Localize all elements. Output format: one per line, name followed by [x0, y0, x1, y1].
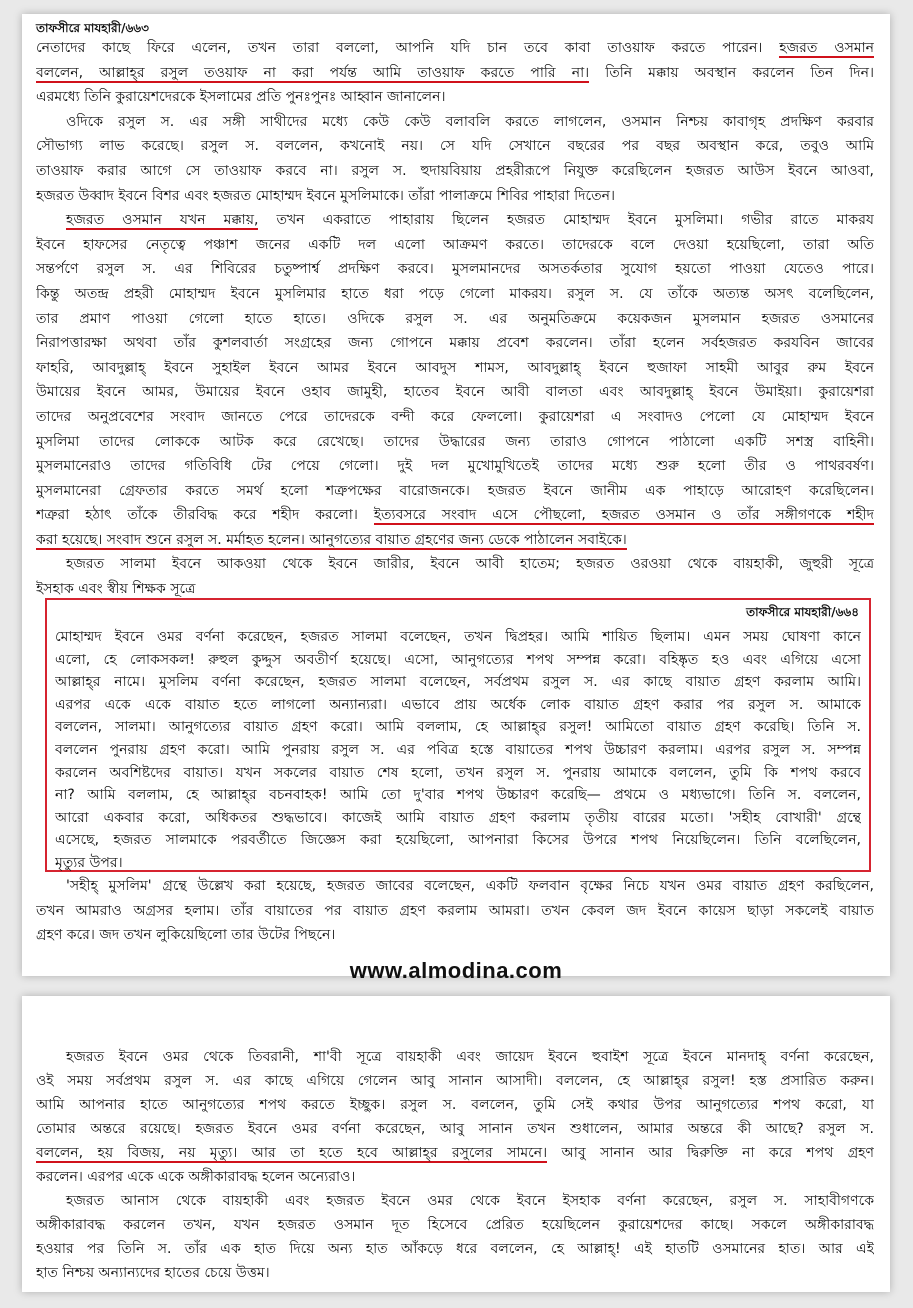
text-line: [36, 405, 874, 430]
text-segment: হজরত ইবনে ওমর থেকে তিবরানী, শা'বী সূত্রে বায়হাকী এবং জায়েদ ইবনে হুবাইশ সূত্রে ইবনে মানদাহ্‌ বর্ণনা করেছেন,: [66, 1049, 874, 1065]
text-segment: হওয়ার পর তিনি স. তাঁর এক হাত দিয়ে অন্য হাত আঁকড়ে ধরে বললেন, হে আল্লাহ্‌! এই হাতটি ওসমানের হাত। আর এই: [36, 1241, 874, 1257]
text-line: [36, 282, 874, 307]
text-line: [55, 626, 861, 649]
text-line: [36, 85, 874, 110]
text-segment: তাদের অনুপ্রবেশের সংবাদ জানতে পেরে তাদেরকে বন্দী করে ফেললো। কুরায়েশরা এ সংবাদও পেলো যে মোহাম্মদ ইবনে: [36, 408, 874, 425]
box-page-header: তাফসীরে মাযহারী/৬৬৪: [746, 605, 859, 619]
text-segment: এসেছে, হজরত সালমাকে পরবর্তীতে জিজ্ঞেস করা হয়েছিলো, আপনারা কিসের উপরে শপথ নিয়েছিলেন। তিনি বলেছিলেন,: [55, 832, 861, 849]
text-block-main: [36, 36, 874, 602]
text-segment: ইবনে হাফসের নেতৃত্বে পঞ্চাশ জনের একটি দল এলো আক্রমণ করতে। তাদেরকে বলে দেওয়া হয়েছিলো, তারা অতি: [36, 236, 874, 253]
text-segment: হজরত উব্বাদ ইবনে বিশর এবং হজরত মোহাম্মদ ইবনে মুসলিমাকে। তাঁরা পালাক্রমে শিবির পাহারা দিতেন।: [36, 187, 616, 204]
text-line: [36, 454, 874, 479]
text-line: [36, 923, 874, 948]
text-segment: তখন একরাতে পাহারায় ছিলেন হজরত মোহাম্মদ ইবনে মুসলিমা। গভীর রাতে মাকরয: [258, 212, 874, 229]
text-segment: এরমধ্যে তিনি কুরায়েশদেরকে ইসলামের প্রতি পুনঃপুনঃ আহ্বান জানালেন।: [36, 89, 446, 106]
text-line: [36, 479, 874, 504]
text-line: [36, 233, 874, 258]
text-segment: উমায়ের ইবনে আমর, উমায়ের ইবনে ওহাব জামুহী, হাতেব ইবনে আবী বালতা এবং আবদুল্লাহ্‌ ইবনে উমাইয়া। কুরায়েশরা: [36, 384, 874, 401]
text-line: [55, 829, 861, 852]
underlined-text: হজরত ওসমান: [779, 40, 874, 56]
text-segment: বললেন, সালমা। আনুগত্যের বায়াত গ্রহণ করো। আমি বললাম, হে আল্লাহ্‌র রসুল! আমিতো বায়াত গ্রহণ করেছি। তিনি স.: [55, 719, 861, 736]
text-line: [36, 159, 874, 184]
text-line: [36, 1069, 874, 1093]
text-line: [36, 208, 874, 233]
text-segment: তিনি মক্কায় অবস্থান করলেন তিন দিন।: [589, 64, 874, 81]
text-line: [36, 1141, 874, 1165]
text-line: [55, 694, 861, 717]
text-line: [55, 807, 861, 830]
text-segment: বললেন পুনরায় গ্রহণ করো। আমি পুনরায় রসুল স. এর পবিত্র হস্তে বায়াতের শপথ উচ্চারণ করলাম। এরপর রসুল স. সম্পন্ন: [55, 741, 861, 758]
text-segment: অঙ্গীকারাবদ্ধ করলেন তখন, যখন হজরত ওসমান দূত হিসেবে প্রেরিত হয়েছিলেন কুরায়েশদের কাছে। সকলে অঙ্গীকারাবদ্ধ: [36, 1217, 874, 1233]
text-line: [36, 1189, 874, 1213]
text-segment: নেতাদের কাছে ফিরে এলেন, তখন তারা বললো, আপনি যদি চান তবে কাবা তাওয়াফ করতে পারেন।: [36, 40, 780, 56]
text-segment: মৃত্যুর উপর।: [55, 854, 123, 871]
text-segment: শত্রুরা হঠাৎ তাঁকে তীরবিদ্ধ করে শহীদ করলো।: [36, 507, 374, 524]
text-line: [36, 1117, 874, 1141]
text-block-page2: [36, 1045, 874, 1285]
page-next: [22, 996, 890, 1292]
text-line: [36, 1045, 874, 1069]
text-segment: আল্লাহ্‌র নামে। মুসলিম বর্ণনা করেছেন, হজরত সালমা বলেছেন, সর্বপ্রথম রসুল স. এর কাছে বায়াত গ্রহণ করলাম আমি।: [55, 674, 861, 691]
underlined-text: বললেন, হয় বিজয়, নয় মৃত্যু। আর তা হতে হবে আল্লাহ্‌র রসুলের সামনে।: [36, 1145, 548, 1161]
text-segment: এলো, হে লোকসকল! রুহুল কুদ্দুস অবতীর্ণ হয়েছে। এসো, আনুগত্যের শপথ সম্পন্ন করো। বহিষ্কৃত হও এবং এগিয়ে এসো: [55, 651, 861, 668]
text-line: [36, 430, 874, 455]
text-line: [36, 184, 874, 209]
text-segment: মোহাম্মদ ইবনে ওমর বর্ণনা করেছেন, হজরত সালমা বলেছেন, তখন দ্বিপ্রহর। আমি শায়িত ছিলাম। এমন সময় ঘোষণা কানে: [55, 629, 861, 645]
text-block-after-box: [36, 874, 874, 948]
text-segment: তার প্রমাণ পাওয়া গেলো হাতে হাতে। ওদিকে রসুল স. এর অনুমতিক্রমে কয়েকজন মুসলমান হজরত ওসমানের: [36, 310, 874, 327]
text-line: [55, 784, 861, 807]
underlined-text: করা হয়েছে। সংবাদ শুনে রসুল স. মর্মাহত হলেন। আনুগত্যের বায়াত গ্রহণের জন্য ডেকে পাঠালেন সবাইকে।: [36, 531, 627, 548]
website-watermark: www.almodina.com: [349, 958, 563, 983]
text-line: [36, 528, 874, 553]
text-line: [36, 1261, 874, 1285]
text-segment: আরো একবার করো, অধিকতর শুদ্ধভাবে। কাজেই আমি বায়াত গ্রহণ করলাম তৃতীয় বারের মতো। 'সহীহ বোখারী' গ্রন্থে: [55, 809, 861, 826]
text-block-boxed: [55, 626, 861, 875]
text-segment: হজরত সালমা ইবনে আকওয়া থেকে ইবনে জারীর, ইবনে আবী হাতেম; হজরত ওরওয়া থেকে বায়হাকী, জুহুরী সূত্রে: [66, 556, 874, 573]
text-segment: হাত নিশ্চয় অন্যান্যদের হাতের চেয়ে উত্তম।: [36, 1265, 270, 1281]
text-segment: এরপর একে একে বায়াত হতে লাগলো অন্যান্যরা। এভাবে প্রায় অর্ধেক লোক বায়াত গ্রহণ করার পর রসুল স. আমাকে: [55, 696, 861, 713]
text-segment: আবু সানান আর দ্বিরুক্তি না করে শপথ গ্রহণ: [547, 1145, 874, 1161]
text-segment: ইসহাক এবং স্বীয় শিক্ষক সূত্রে: [36, 581, 196, 598]
text-segment: তাওয়াফ করার আগে সে তাওয়াফ করবে না। রসুল স. হুদায়বিয়ায় প্রহরীরূপে নিযুক্ত করেছিলেন হজরত আউস ইবনে আওবা,: [36, 162, 874, 179]
text-segment: 'সহীহ্‌ মুসলিম' গ্রন্থে উল্লেখ করা হয়েছে, হজরত জাবের বলেছেন, একটি ফলবান বৃক্ষের নিচে যখন ওমর বায়াত গ্রহণ করছিলেন,: [66, 878, 874, 894]
text-segment: সন্তর্পণে রসুল স. এর শিবিরের চতুষ্পার্শ্ব প্রদক্ষিণ করবে। মুসলমানদের অসতর্কতার সুযোগ হয়তো পাওয়া যেতেও পারে।: [36, 261, 874, 278]
text-segment: ওদিকে রসুল স. এর সঙ্গী সাথীদের মধ্যে কেউ কেউ বলাবলি করতে লাগলেন, ওসমান নিশ্চয় কাবাগৃহ প্রদক্ষিণ করবার: [66, 113, 874, 130]
text-line: [36, 380, 874, 405]
highlight-box: [45, 598, 871, 872]
text-line: [36, 134, 874, 159]
page-663: [22, 14, 890, 983]
text-line: [55, 762, 861, 785]
text-line: [36, 552, 874, 577]
text-line: [55, 852, 861, 875]
text-segment: মুসলমানেরা গ্রেফতার করতে সমর্থ হলো শত্রুপক্ষের বারোজনকে। হজরত ইবনে জানীম এক পাহাড়ে আরোহণ করেছিলেন।: [36, 482, 874, 499]
text-segment: তোমার অন্তরে রয়েছে। হজরত ইবনে ওমর বর্ণনা করেছেন, আবু সানান তখন শুধালেন, আমার অন্তরে কী আছে? রসুল স.: [36, 1121, 874, 1137]
text-segment: তখন আমরাও অগ্রসর হলাম। তাঁর বায়াতের পর বায়াত গ্রহণ করলাম আমরা। তখন কেবল জদ ইবনে কায়েস ছাড়া সকলেই বায়াত: [36, 902, 874, 919]
text-segment: মুসলমানেরাও তাদের গতিবিধি টের পেয়ে গেলো। দুই দল মুখোমুখিতেই তাদের মধ্যে শুরু হলো তীর ও পাথরবর্ষণ।: [36, 458, 874, 475]
text-line: [36, 1093, 874, 1117]
text-segment: কিন্তু অতন্দ্র প্রহরী মোহাম্মদ ইবনে মুসলিমার হাতে ধরা পড়ে গেলো মাকরয। রসুল স. যে তাঁকে অত্যন্ত অসৎ বলেছিলেন,: [36, 285, 874, 302]
text-line: [36, 257, 874, 282]
text-line: [36, 899, 874, 924]
text-line: [55, 739, 861, 762]
underlined-text: বললেন, আল্লাহ্‌র রসুল তওয়াফ না করা পর্যন্ত আমি তাওয়াফ করতে পারি না।: [36, 64, 590, 81]
text-segment: আমি আপনার হাতে আনুগত্যের শপথ করতে ইচ্ছুক। রসুল স. বললেন, তুমি সেই কথার উপর আনুগত্যের শপথ করো, যা: [36, 1097, 874, 1113]
text-line: [55, 716, 861, 739]
text-segment: মুসলিমা তাদের লোককে আটক করে রেখেছে। তাদের উদ্ধারের জন্য তারাও গোপনে পাঠালো একটি সশস্ত্র বাহিনী।: [36, 433, 874, 450]
text-line: [36, 874, 874, 899]
text-segment: সৌভাগ্য লাভ করেছে। রসুল স. বললেন, কখনোই নয়। সে যদি সেখানে বছরের পর বছর অবস্থান করে, তবুও আমি: [36, 138, 874, 155]
text-segment: করলেন। এরপর একে একে অঙ্গীকারাবদ্ধ হলেন অন্যেরাও।: [36, 1169, 356, 1185]
text-line: [36, 356, 874, 381]
text-line: [36, 1237, 874, 1261]
text-segment: গ্রহণ করে। জদ তখন লুকিয়েছিলো তার উটের পিছনে।: [36, 927, 336, 944]
text-line: [36, 331, 874, 356]
text-line: [36, 503, 874, 528]
text-segment: করলেন অবশিষ্টদের বায়াত। যখন সকলের বায়াত শেষ হলো, তখন রসুল স. পুনরায় আমাকে বললেন, তুমি কি শপথ করবে: [55, 764, 861, 781]
text-segment: ফাহরি, আবদুল্লাহ্‌ ইবনে সুহাইল ইবনে আমর ইবনে আবদুস শামস, আবদুল্লাহ্‌ ইবনে হুজাফা সাহমী আবুর রুম ইবনে: [36, 359, 874, 376]
underlined-text: ইত্যবসরে সংবাদ এসে পৌছলো, হজরত ওসমান ও তাঁর সঙ্গীগণকে শহীদ: [373, 507, 874, 524]
underlined-text: হজরত ওসমান যখন মক্কায়,: [66, 212, 259, 229]
text-line: [36, 61, 874, 86]
text-line: [36, 110, 874, 135]
text-line: [55, 671, 861, 694]
text-segment: ওই সময় সর্বপ্রথম রসুল স. এর কাছে এগিয়ে গেলেন আবু সানান আসাদী। বললেন, হে আল্লাহ্‌র রসুল! হস্ত প্রসারিত করুন।: [36, 1073, 874, 1089]
text-segment: নিরাপত্তারক্ষা অথবা তাঁর কুশলবার্তা সংগ্রহের জন্য গোপনে মক্কায় প্রবেশ করলেন। তাঁরা হলেন সর্বহজরত করযবিন জাবের: [36, 335, 874, 352]
text-segment: হজরত আনাস থেকে বায়হাকী এবং হজরত ইবনে ওমর থেকে ইবনে ইসহাক বর্ণনা করেছেন, রসুল স. সাহাবীগণকে: [66, 1193, 874, 1209]
page-header: তাফসীরে মাযহারী/৬৬৩: [36, 21, 149, 35]
text-line: [55, 649, 861, 672]
text-segment: না? আমি বললাম, হে আল্লাহ্‌র বচনবাহক! আমি তো দু'বার শপথ উচ্চারণ করেছি— প্রথমে ও মধ্যভাগে। তিনি স. বললেন,: [55, 787, 861, 804]
text-line: [36, 307, 874, 332]
text-line: [36, 36, 874, 61]
text-line: [36, 1165, 874, 1189]
text-line: [36, 1213, 874, 1237]
